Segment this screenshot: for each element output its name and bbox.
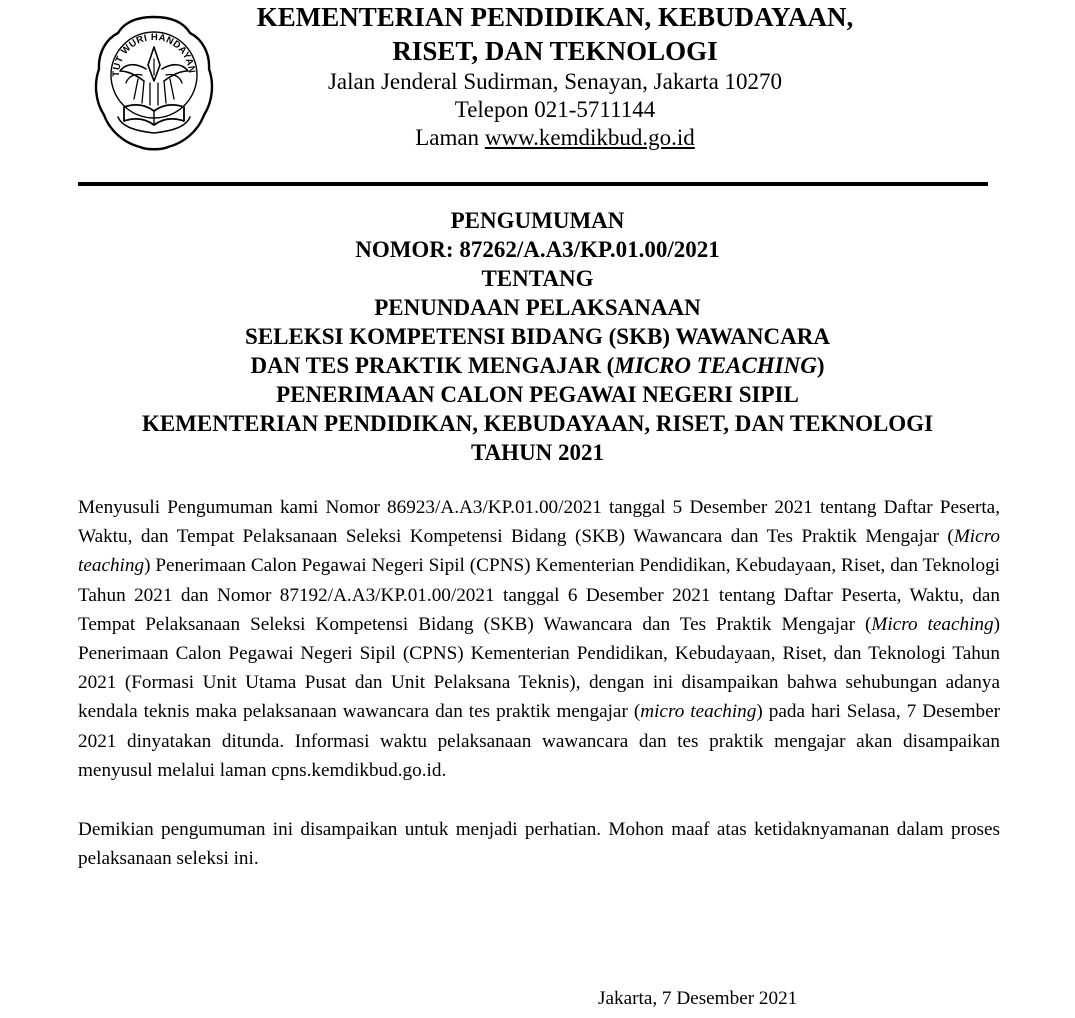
p1-text-1: Menyusuli Pengumuman kami Nomor 86923/A.A3/KP.01.00/2021 tanggal 5 Desember 2021 tentang Daftar Peserta, Waktu, dan Tempat Pelaksanaan Seleksi Kompetensi Bidang (SKB) Wawancara dan Tes Praktik Mengajar ( bbox=[78, 497, 1000, 548]
title-line-8: KEMENTERIAN PENDIDIKAN, KEBUDAYAAN, RISET, DAN TEKNOLOGI bbox=[141, 411, 934, 436]
body-paragraph-1 bbox=[78, 493, 1000, 785]
letterhead bbox=[0, 0, 1075, 180]
letterhead-divider bbox=[78, 182, 988, 186]
p1-italic-2: Micro teaching bbox=[871, 613, 994, 635]
p1-text-3: ) Penerimaan Calon Pegawai Negeri Sipil (CPNS) Kementerian Pendidikan, Kebudayaan, Riset, dan Teknologi Tahun 2021 (Formasi Unit Utama Pusat dan Unit Pelaksana Teknis), dengan ini disampaikan bahwa sehubungan adanya kendala teknis maka pelaksanaan wawancara dan tes praktik mengajar ( bbox=[78, 613, 1001, 723]
closing-place-date: Jakarta, 7 Desember 2021 bbox=[598, 988, 798, 1009]
p1-italic-3: micro teaching bbox=[640, 701, 757, 723]
org-website-line bbox=[230, 124, 880, 152]
org-website-prefix: Laman bbox=[415, 125, 485, 150]
title-line-3: TENTANG bbox=[481, 266, 594, 291]
announcement-title bbox=[60, 206, 1015, 467]
title-line-5: SELEKSI KOMPETENSI BIDANG (SKB) WAWANCARA bbox=[245, 324, 830, 349]
title-line-6-italic: MICRO TEACHING bbox=[614, 353, 817, 378]
title-line-4: PENUNDAAN PELAKSANAAN bbox=[374, 295, 701, 320]
title-line-7: PENERIMAAN CALON PEGAWAI NEGERI SIPIL bbox=[276, 382, 799, 407]
org-address: Jalan Jenderal Sudirman, Senayan, Jakarta 10270 bbox=[327, 69, 783, 94]
title-line-6-suffix: ) bbox=[816, 353, 825, 378]
title-line-6 bbox=[60, 351, 1015, 380]
org-phone: Telepon 021-5711144 bbox=[454, 97, 656, 122]
org-name-line-2: RISET, DAN TEKNOLOGI bbox=[392, 36, 718, 66]
kemdikbud-logo-emblem bbox=[92, 13, 216, 153]
title-line-2: NOMOR: 87262/A.A3/KP.01.00/2021 bbox=[355, 237, 720, 262]
p1-text-4: ) pada hari Selasa, 7 Desember 2021 dinyatakan ditunda. Informasi waktu pelaksanaan wawancara dan tes praktik mengajar akan disampaikan menyusul melalui laman cpns.kemdikbud.go.id. bbox=[78, 701, 1000, 781]
org-name-line-1: KEMENTERIAN PENDIDIKAN, KEBUDAYAAN, bbox=[256, 2, 854, 32]
title-line-9: TAHUN 2021 bbox=[470, 440, 605, 465]
letterhead-org-block bbox=[230, 0, 880, 152]
title-line-6-prefix: DAN TES PRAKTIK MENGAJAR ( bbox=[250, 353, 615, 378]
p1-text-2: ) Penerimaan Calon Pegawai Negeri Sipil (CPNS) Kementerian Pendidikan, Kebudayaan, Riset, dan Teknologi Tahun 2021 dan Nomor 87192/A.A3/KP.01.00/2021 tanggal 6 Desember 2021 tentang Daftar Peserta, Waktu, dan Tempat Pelaksanaan Seleksi Kompetensi Bidang (SKB) Wawancara dan Tes Praktik Mengajar ( bbox=[78, 555, 1000, 635]
logo-motto-text: TUT WURI HANDAYAN bbox=[110, 31, 198, 78]
title-line-1: PENGUMUMAN bbox=[450, 208, 625, 233]
p1-italic-1: Micro teaching bbox=[78, 526, 1000, 577]
announcement-body bbox=[78, 493, 1000, 873]
org-website-link[interactable]: www.kemdikbud.go.id bbox=[484, 125, 695, 150]
body-paragraph-2: Demikian pengumuman ini disampaikan untuk menjadi perhatian. Mohon maaf atas ketidaknyamanan dalam proses pelaksanaan seleksi ini. bbox=[78, 819, 1000, 870]
